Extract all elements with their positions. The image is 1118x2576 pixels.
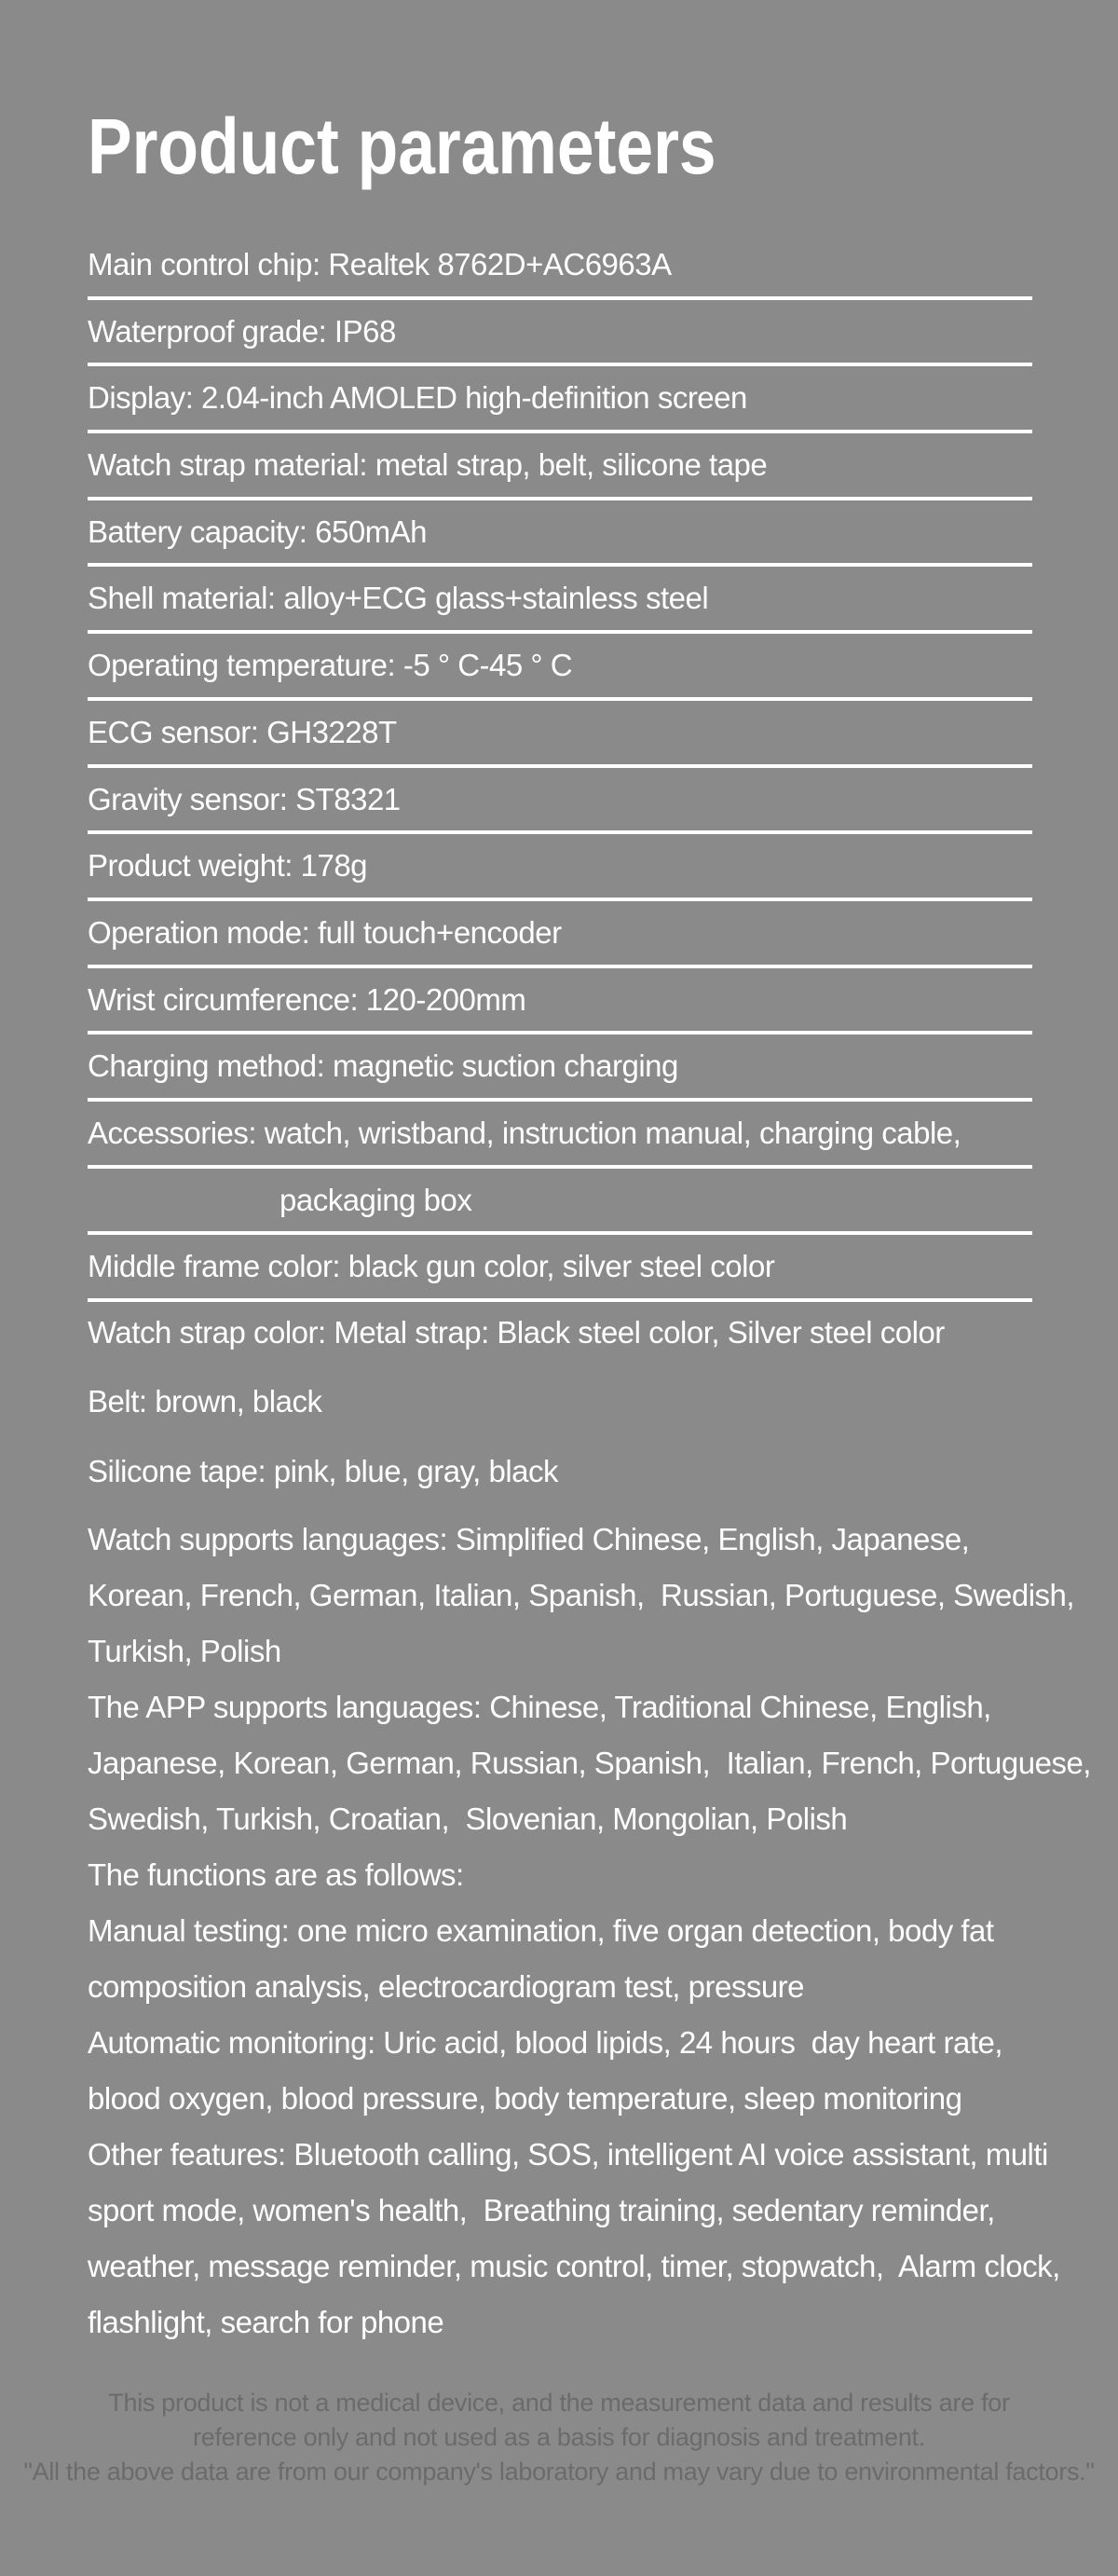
spec-row-accessories-line2: packaging box <box>88 1169 1032 1236</box>
spec-list <box>88 233 1118 1302</box>
detail-line: Other features: Bluetooth calling, SOS, intelligent AI voice assistant, multi <box>88 2137 1048 2172</box>
detail-line: Swedish, Turkish, Croatian, Slovenian, Mongolian, Polish <box>88 1802 848 1836</box>
page-title: Product parameters <box>88 103 716 190</box>
disclaimer-line: This product is not a medical device, and the measurement data and results are for <box>108 2389 1010 2417</box>
spec-row: Display: 2.04-inch AMOLED high-definition screen <box>88 366 1032 433</box>
spec-row-accessories-line1: Accessories: watch, wristband, instruction manual, charging cable, <box>88 1102 1032 1169</box>
detail-line: flashlight, search for phone <box>88 2305 444 2339</box>
detail-line: weather, message reminder, music control, timer, stopwatch, Alarm clock, <box>88 2249 1060 2283</box>
spec-row: Operating temperature: -5 ° C-45 ° C <box>88 634 1032 701</box>
spec-row: Middle frame color: black gun color, silver steel color <box>88 1235 1032 1302</box>
spec-row: Shell material: alloy+ECG glass+stainless steel <box>88 567 1032 634</box>
spec-row: Product weight: 178g <box>88 834 1032 901</box>
disclaimer-line: "All the above data are from our company's laboratory and may vary due to environmental factors." <box>23 2458 1095 2486</box>
detail-line: The APP supports languages: Chinese, Traditional Chinese, English, <box>88 1690 991 1724</box>
spec-row: Charging method: magnetic suction charging <box>88 1035 1032 1102</box>
detail-line: Japanese, Korean, German, Russian, Spanish, Italian, French, Portuguese, <box>88 1746 1091 1780</box>
detail-line: blood oxygen, blood pressure, body temperature, sleep monitoring <box>88 2081 962 2116</box>
spec-row: Watch strap material: metal strap, belt, silicone tape <box>88 433 1032 500</box>
spec-row: Gravity sensor: ST8321 <box>88 768 1032 835</box>
spec-row: ECG sensor: GH3228T <box>88 701 1032 768</box>
disclaimer <box>0 2386 1118 2489</box>
disclaimer-line: reference only and not used as a basis for diagnosis and treatment. <box>193 2423 925 2451</box>
detail-line: Korean, French, German, Italian, Spanish, Russian, Portuguese, Swedish, <box>88 1578 1075 1612</box>
spec-row: Main control chip: Realtek 8762D+AC6963A <box>88 233 1032 300</box>
feature-details <box>88 1512 1118 2350</box>
spec-row-belt-color: Belt: brown, black <box>88 1384 322 1418</box>
detail-line: Manual testing: one micro examination, five organ detection, body fat <box>88 1913 994 1948</box>
spec-row: Operation mode: full touch+encoder <box>88 901 1032 968</box>
detail-line: Turkish, Polish <box>88 1634 281 1668</box>
spec-row-watch-strap-color: Watch strap color: Metal strap: Black steel color, Silver steel color <box>88 1315 945 1350</box>
spec-row: Waterproof grade: IP68 <box>88 300 1032 367</box>
detail-line: composition analysis, electrocardiogram test, pressure <box>88 1969 805 2004</box>
detail-line: Automatic monitoring: Uric acid, blood lipids, 24 hours day heart rate, <box>88 2025 1003 2060</box>
spec-row: Battery capacity: 650mAh <box>88 500 1032 568</box>
spec-row-silicone-tape-color: Silicone tape: pink, blue, gray, black <box>88 1454 559 1488</box>
detail-line: The functions are as follows: <box>88 1857 464 1892</box>
detail-line: sport mode, women's health, Breathing training, sedentary reminder, <box>88 2193 995 2227</box>
detail-line: Watch supports languages: Simplified Chinese, English, Japanese, <box>88 1522 970 1556</box>
spec-row: Wrist circumference: 120-200mm <box>88 968 1032 1035</box>
